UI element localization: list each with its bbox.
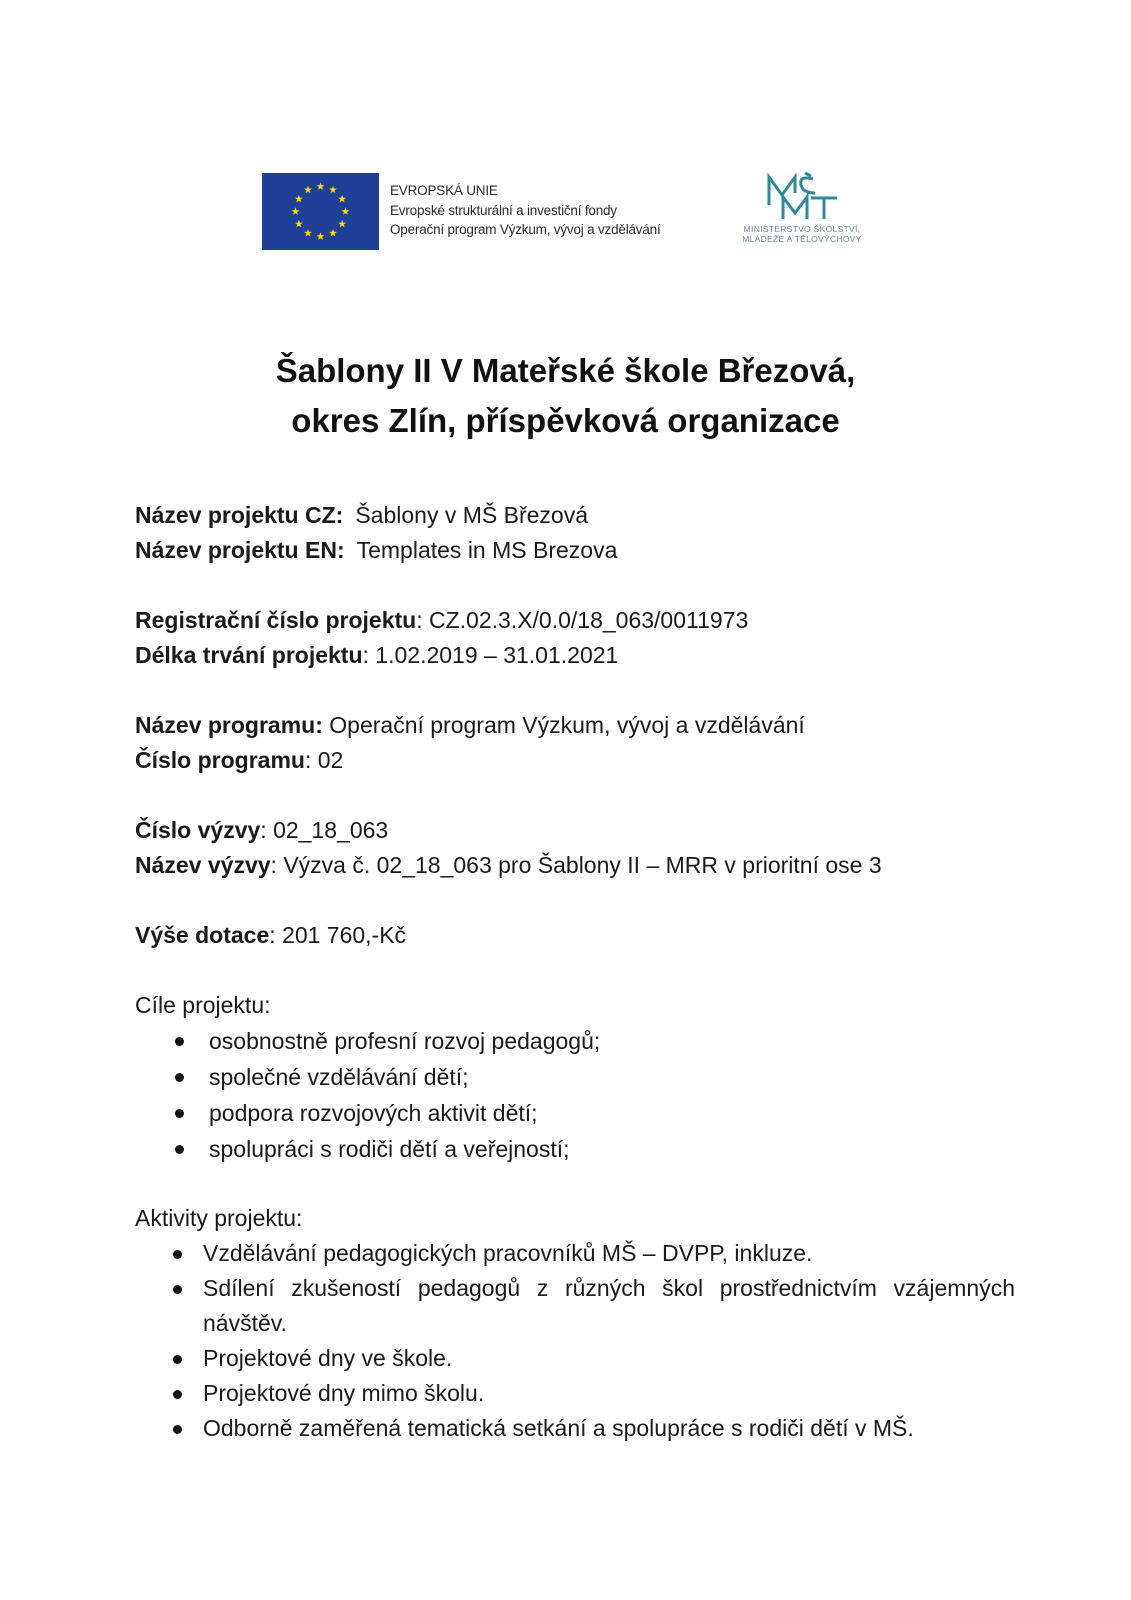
msmt-logo	[727, 171, 887, 251]
program-name	[135, 708, 1015, 743]
project-name-cz-label: Název projektu CZ:	[135, 502, 344, 528]
activity-item: Odborně zaměřená tematická setkání a spolupráce s rodiči dětí v MŠ.	[135, 1411, 1015, 1446]
header-logos	[262, 171, 882, 251]
activities-list	[135, 1236, 1015, 1446]
program-name-value: Operační program Výzkum, vývoj a vzdělávání	[322, 712, 805, 738]
msmt-line-2: MLÁDEŽE A TĚLOVÝCHOVY	[742, 234, 862, 244]
project-duration-value: : 1.02.2019 – 31.01.2021	[362, 642, 619, 668]
project-name-en	[135, 533, 1015, 568]
goal-item: podpora rozvojových aktivit dětí;	[135, 1095, 1015, 1131]
project-name-cz	[135, 498, 1015, 533]
grant-amount	[135, 918, 1015, 953]
activity-item: Sdílení zkušeností pedagogů z různých škol prostřednictvím vzájemných návštěv.	[135, 1271, 1015, 1341]
goal-item: spolupráci s rodiči dětí a veřejností;	[135, 1131, 1015, 1167]
call-name-label: Název výzvy	[135, 852, 271, 878]
eu-logo-text	[390, 181, 661, 240]
title-line-1: Šablony II V Mateřské škole Březová,	[275, 352, 856, 389]
project-name-cz-value: Šablony v MŠ Březová	[355, 502, 588, 528]
msmt-monogram-icon	[727, 171, 877, 223]
registration-number-value: : CZ.02.3.X/0.0/18_063/0011973	[416, 607, 749, 633]
program-number	[135, 743, 1015, 778]
project-duration-label: Délka trvání projektu	[135, 642, 363, 668]
project-details	[135, 498, 1015, 1446]
title-line-2: okres Zlín, příspěvková organizace	[291, 402, 840, 439]
msmt-caption	[727, 224, 877, 244]
goals-list	[135, 1023, 1015, 1167]
grant-amount-label: Výše dotace	[135, 922, 270, 948]
eu-line-1: EVROPSKÁ UNIE	[390, 183, 498, 198]
activity-item: Projektové dny ve škole.	[135, 1341, 1015, 1376]
program-name-label: Název programu:	[135, 712, 323, 738]
activities-heading: Aktivity projektu:	[135, 1205, 303, 1231]
call-number	[135, 813, 1015, 848]
program-number-label: Číslo programu	[135, 747, 305, 773]
grant-amount-value: : 201 760,-Kč	[269, 922, 407, 948]
registration-number	[135, 603, 1015, 638]
call-name-value: : Výzva č. 02_18_063 pro Šablony II – MRR v prioritní ose 3	[270, 852, 882, 878]
project-duration	[135, 638, 1015, 673]
call-number-label: Číslo výzvy	[135, 817, 261, 843]
activity-item: Projektové dny mimo školu.	[135, 1376, 1015, 1411]
msmt-line-1: MINISTERSTVO ŠKOLSTVÍ,	[743, 224, 861, 234]
registration-number-label: Registrační číslo projektu	[135, 607, 417, 633]
call-number-value: : 02_18_063	[260, 817, 389, 843]
eu-line-3: Operační program Výzkum, vývoj a vzdělávání	[390, 222, 661, 237]
project-name-en-value: Templates in MS Brezova	[356, 537, 618, 563]
eu-line-2: Evropské strukturální a investiční fondy	[390, 202, 617, 218]
call-name	[135, 848, 1015, 883]
activity-item: Vzdělávání pedagogických pracovníků MŠ – DVPP, inkluze.	[135, 1236, 1015, 1271]
page-title	[0, 346, 1131, 446]
goal-item: osobnostně profesní rozvoj pedagogů;	[135, 1023, 1015, 1059]
goal-item: společné vzdělávání dětí;	[135, 1059, 1015, 1095]
project-name-en-label: Název projektu EN:	[135, 537, 345, 563]
program-number-value: : 02	[304, 747, 344, 773]
eu-flag-icon	[262, 173, 379, 250]
goals-heading: Cíle projektu:	[135, 992, 271, 1018]
